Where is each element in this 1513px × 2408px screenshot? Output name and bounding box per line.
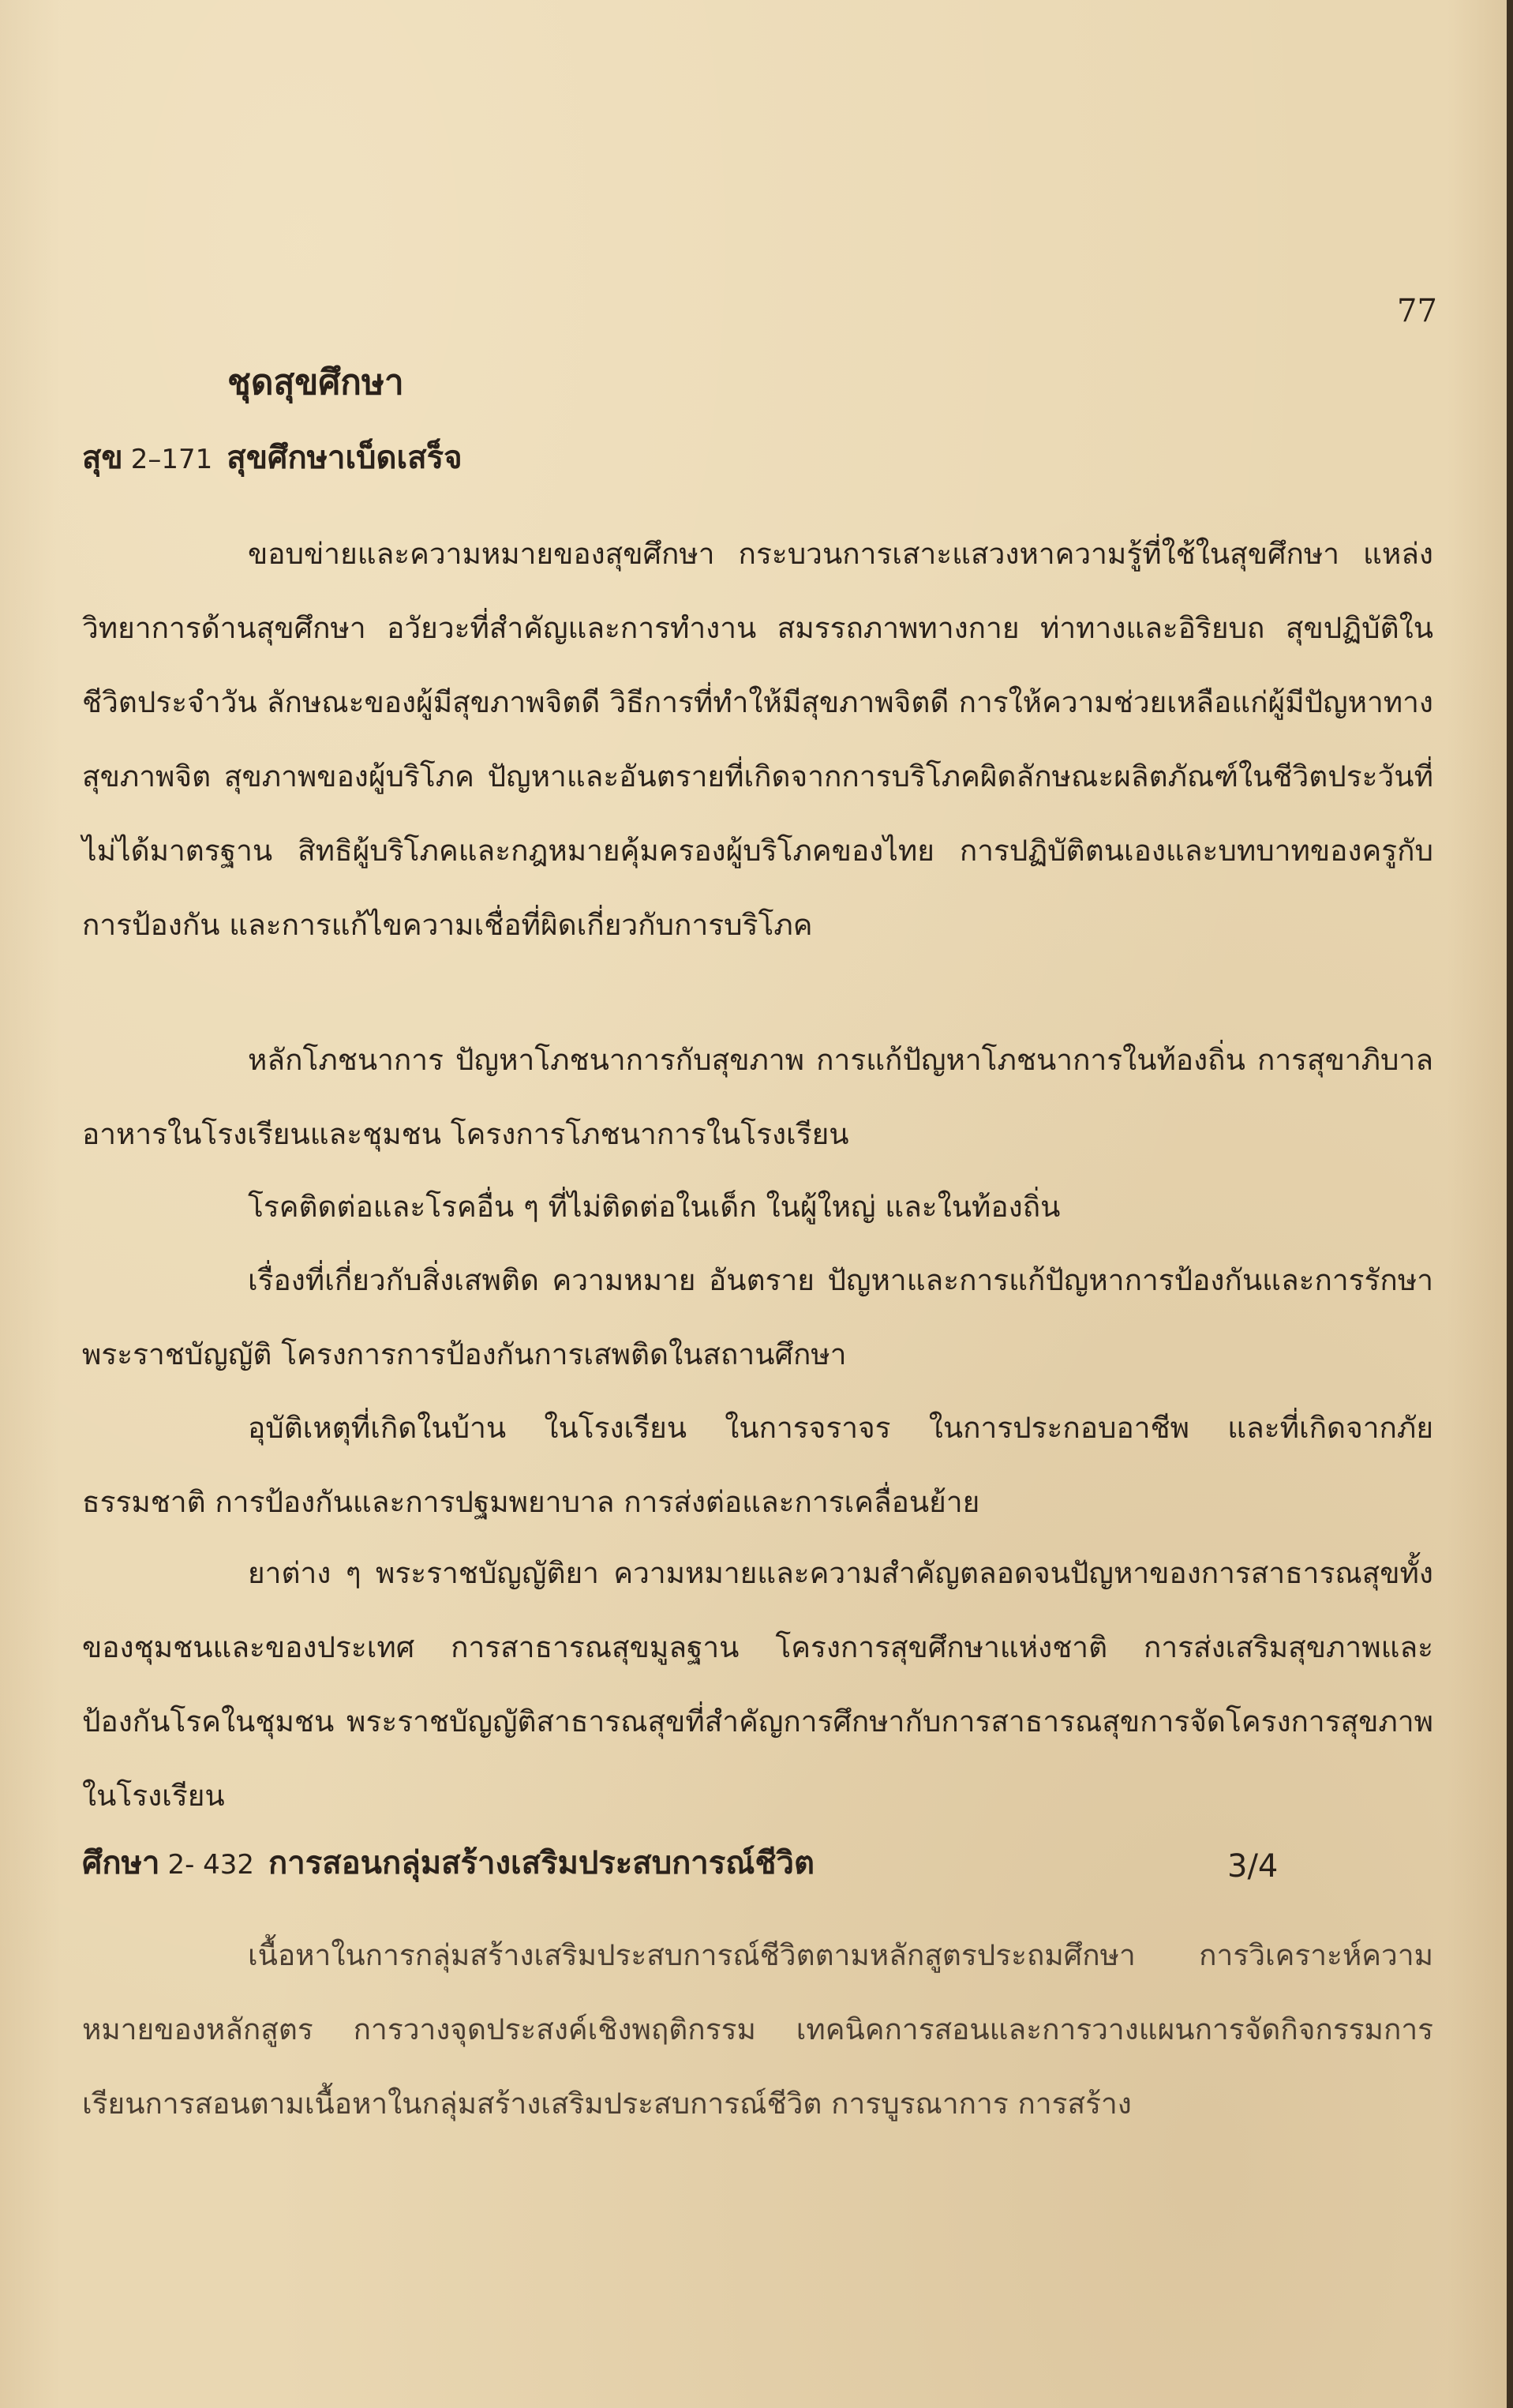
page-edge [1507,0,1513,2408]
paragraph-nutrition: หลักโภชนาการ ปัญหาโภชนาการกับสุขภาพ การแก้ปัญหาโภชนาการในท้องถิ่น การสุขาภิบาลอาหารในโรงเรียนและชุมชน โครงการโภชนาการในโรงเรียน [82,1043,1433,1151]
course-code: 2- 432 [167,1849,255,1881]
paragraph-public-health: ยาต่าง ๆ พระราชบัญญัติยา ความหมายและความสำคัญตลอดจนปัญหาของการสาธารณสุขทั้งของชุมชนและของประเทศ การสาธารณสุขมูลฐาน โครงการสุขศึกษาแห่งชาติ การส่งเสริมสุขภาพและป้องกันโรคในชุมชน พระราชบัญญัติสาธารณสุขที่สำคัญการศึกษากับการสาธารณสุขการจัดโครงการสุขภาพในโรงเรียน [82,1556,1433,1813]
course-prefix: สุข [82,439,123,476]
course-title: การสอนกลุ่มสร้างเสริมประสบการณ์ชีวิต [268,1844,815,1881]
paragraph-course-scope: ขอบข่ายและความหมายของสุขศึกษา กระบวนการเสาะแสวงหาความรู้ที่ใช้ในสุขศึกษา แหล่งวิทยาการด้านสุขศึกษา อวัยวะที่สำคัญและการทำงาน สมรรถภาพทางกาย ท่าทางและอิริยบถ สุขปฏิบัติในชีวิตประจำวัน ลักษณะของผู้มีสุขภาพจิตดี วิธีการที่ทำให้มีสุขภาพจิตดี การให้ความช่วยเหลือแก่ผู้มีปัญหาทางสุขภาพจิต สุขภาพของผู้บริโภค ปัญหาและอันตรายที่เกิดจากการบริโภคผิดลักษณะผลิตภัณฑ์ในชีวิตประวันที่ไม่ได้มาตรฐาน สิทธิผู้บริโภคและกฎหมายคุ้มครองผู้บริโภคของไทย การปฏิบัติตนเองและบทบาทของครูกับการป้องกัน และการแก้ไขความเชื่อที่ผิดเกี่ยวกับการบริโภค [82,537,1433,942]
course-code: 2–171 [130,444,213,475]
section-heading: ชุดสุขศึกษา [227,362,404,403]
paragraph-diseases: โรคติดต่อและโรคอื่น ๆ ที่ไม่ติดต่อในเด็ก ในผู้ใหญ่ และในท้องถิ่น [248,1190,1061,1224]
paragraph-drugs: เรื่องที่เกี่ยวกับสิ่งเสพติด ความหมาย อันตราย ปัญหาและการแก้ปัญหาการป้องกันและการรักษา พระราชบัญญัติ โครงการการป้องกันการเสพติดในสถานศึกษา [82,1263,1433,1371]
course-prefix: ศึกษา [82,1844,160,1881]
course-credits: 3/4 [1227,1848,1279,1885]
course-title: สุขศึกษาเบ็ดเสร็จ [227,439,463,476]
page-number: 77 [1397,293,1437,329]
course-heading-2 [82,1840,1313,1889]
course-heading-1 [82,434,463,483]
paragraph-accidents: อุบัติเหตุที่เกิดในบ้าน ในโรงเรียน ในการจราจร ในการประกอบอาชีพ และที่เกิดจากภัยธรรมชาติ การป้องกันและการปฐมพยาบาล การส่งต่อและการเคลื่อนย้าย [82,1411,1433,1519]
paragraph-life-experience: เนื้อหาในการกลุ่มสร้างเสริมประสบการณ์ชีวิตตามหลักสูตรประถมศึกษา การวิเคราะห์ความหมายของหลักสูตร การวางจุดประสงค์เชิงพฤติกรรม เทคนิคการสอนและการวางแผนการจัดกิจกรรมการเรียนการสอนตามเนื้อหาในกลุ่มสร้างเสริมประสบการณ์ชีวิต การบูรณาการ การสร้าง [82,1938,1433,2121]
